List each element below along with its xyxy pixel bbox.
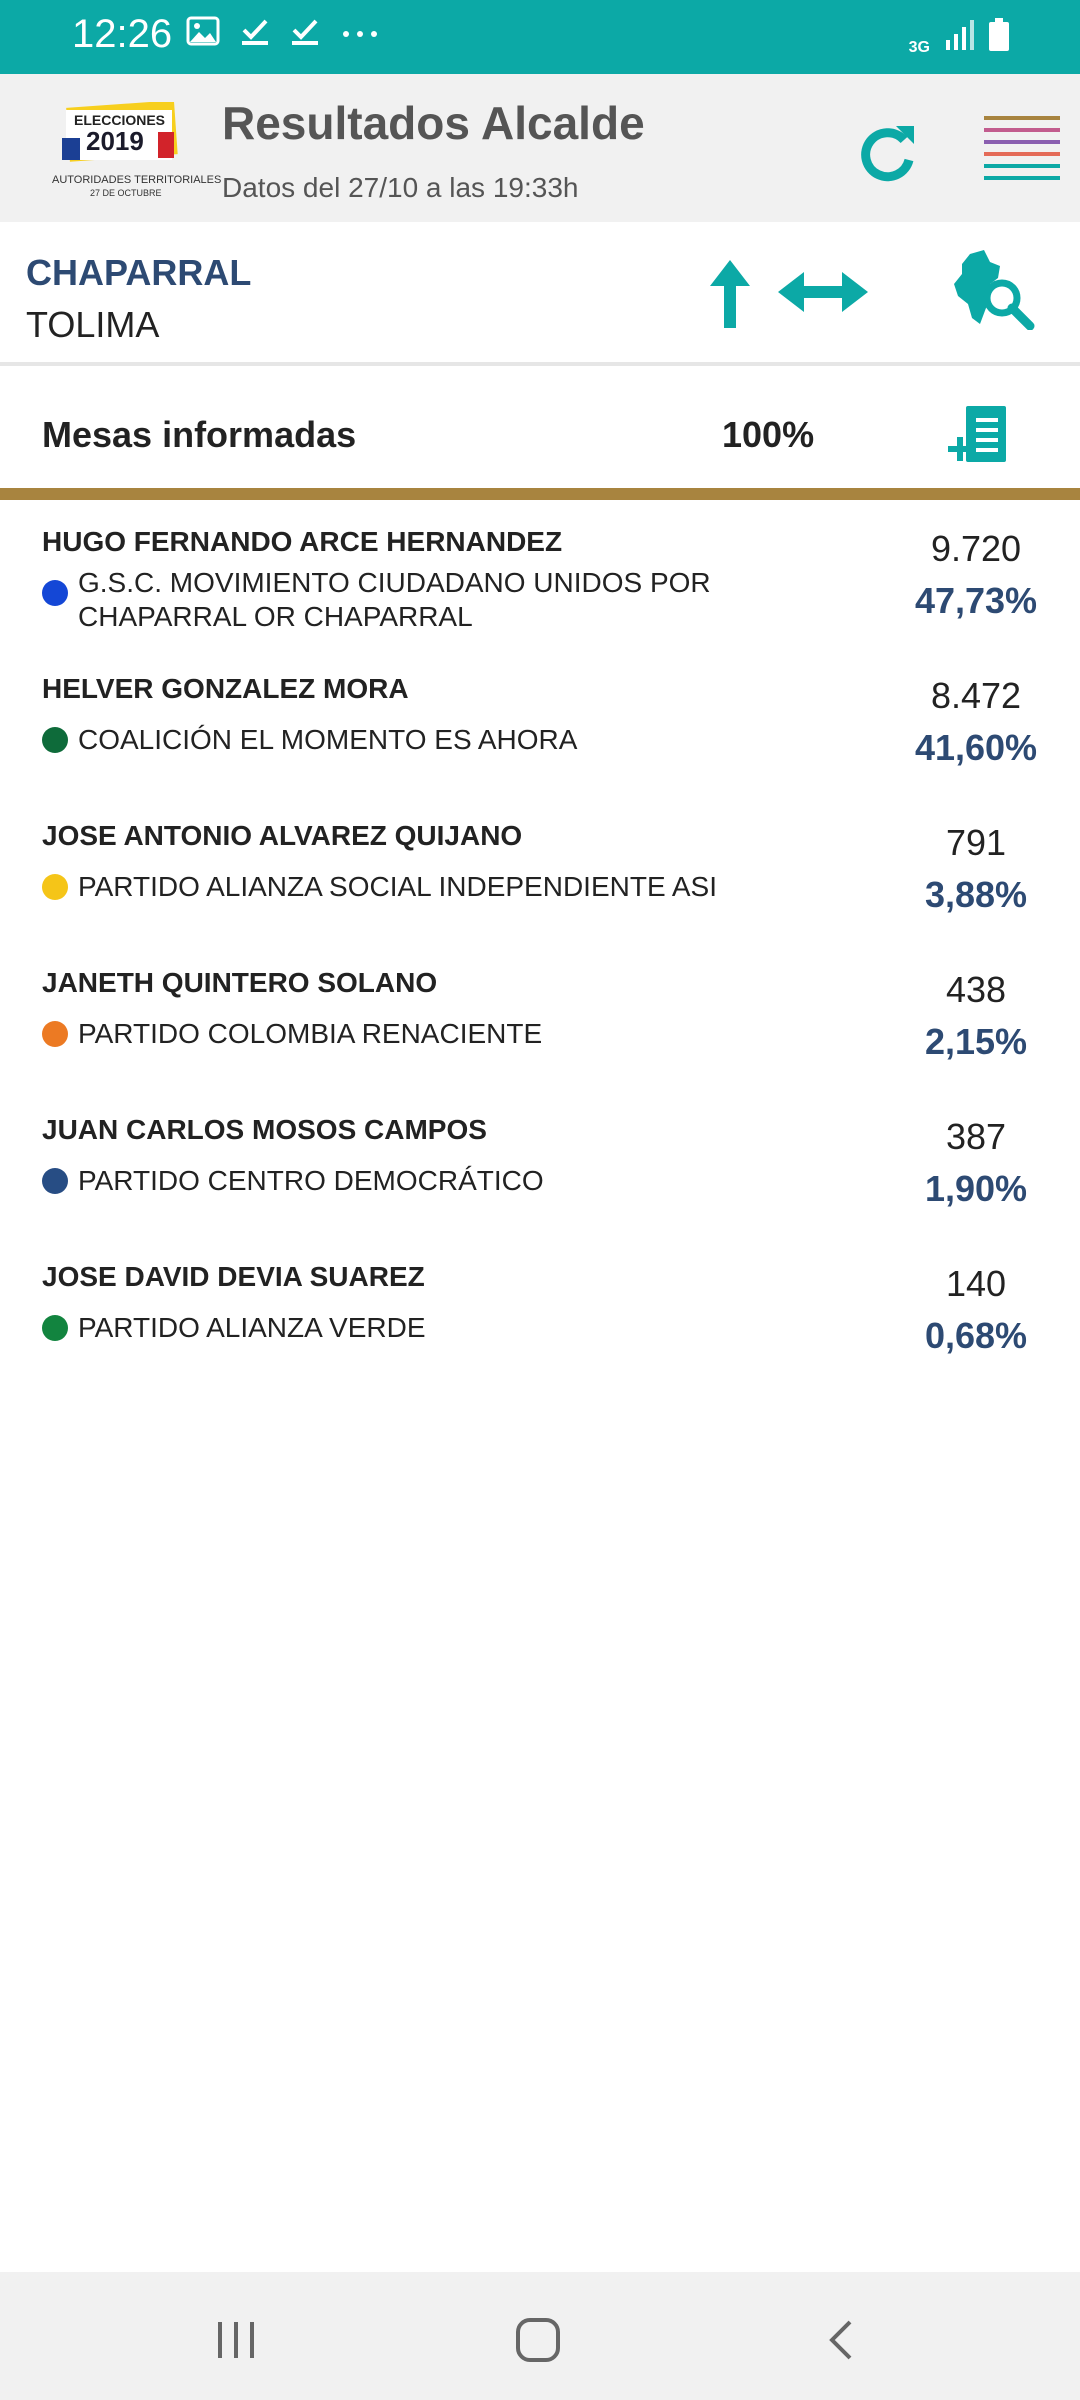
- reported-tables-row: [0, 370, 1080, 488]
- candidate-name: JOSE DAVID DEVIA SUAREZ: [42, 1261, 425, 1292]
- page-title: Resultados Alcalde: [222, 97, 645, 149]
- party-color-dot: [42, 1021, 68, 1047]
- arrow-horizontal-icon[interactable]: [776, 270, 870, 319]
- elecciones-logo: [44, 94, 222, 204]
- party-name: PARTIDO CENTRO DEMOCRÁTICO: [78, 1165, 544, 1196]
- party-name: PARTIDO ALIANZA VERDE: [78, 1312, 426, 1343]
- vote-percent: 1,90%: [924, 1168, 1028, 1209]
- vote-count: 140: [945, 1263, 1007, 1304]
- party-color-dot: [42, 874, 68, 900]
- add-document-icon[interactable]: [948, 404, 1012, 471]
- candidate-row[interactable]: [0, 647, 1080, 794]
- candidate-name: HUGO FERNANDO ARCE HERNANDEZ: [42, 526, 563, 557]
- party-name: G.S.C. MOVIMIENTO CIUDADANO UNIDOS POR CHAPARRAL OR CHAPARRAL: [78, 567, 711, 632]
- app-header: [0, 74, 1080, 222]
- menu-icon[interactable]: [984, 112, 1060, 188]
- party-name: PARTIDO COLOMBIA RENACIENTE: [78, 1018, 543, 1049]
- reported-tables-value: 100%: [722, 414, 815, 455]
- vote-percent: 2,15%: [924, 1021, 1028, 1062]
- party-color-dot: [42, 1315, 68, 1341]
- vote-percent: 3,88%: [924, 874, 1028, 915]
- party-name: COALICIÓN EL MOMENTO ES AHORA: [78, 724, 578, 755]
- logo-text-year: 2019: [86, 126, 144, 156]
- reported-tables-label: Mesas informadas: [42, 414, 357, 455]
- candidate-list: [0, 500, 1080, 1382]
- party-color-dot: [42, 727, 68, 753]
- location-bar: [0, 222, 1080, 366]
- more-icon: [340, 16, 380, 51]
- data-timestamp: Datos del 27/10 a las 19:33h: [222, 172, 579, 203]
- logo-text-autoridades: AUTORIDADES TERRITORIALES: [52, 174, 222, 186]
- network-type: 3G: [908, 39, 930, 56]
- vote-count: 9.720: [930, 528, 1022, 569]
- party-color-dot: [42, 1168, 68, 1194]
- vote-percent: 41,60%: [914, 727, 1038, 768]
- system-nav-bar: [0, 2272, 1080, 2400]
- candidate-name: JUAN CARLOS MOSOS CAMPOS: [42, 1114, 487, 1145]
- party-color-dot: [42, 580, 68, 606]
- candidate-row[interactable]: [0, 941, 1080, 1088]
- logo-text-elecciones: ELECCIONES: [74, 112, 166, 128]
- check-icon: [290, 16, 320, 51]
- candidate-row[interactable]: [0, 1235, 1080, 1382]
- image-icon: [186, 16, 220, 51]
- department-name: TOLIMA: [26, 304, 160, 345]
- party-name: PARTIDO ALIANZA SOCIAL INDEPENDIENTE ASI: [78, 871, 717, 902]
- vote-count: 8.472: [930, 675, 1022, 716]
- home-icon[interactable]: [514, 2316, 562, 2369]
- back-icon[interactable]: [822, 2318, 858, 2367]
- vote-percent: 0,68%: [924, 1315, 1028, 1356]
- recent-apps-icon[interactable]: [214, 2318, 258, 2367]
- vote-count: 791: [945, 822, 1007, 863]
- status-bar: [0, 0, 1080, 74]
- candidate-name: JANETH QUINTERO SOLANO: [42, 967, 438, 998]
- candidate-row[interactable]: [0, 1088, 1080, 1235]
- signal-icon: [944, 18, 974, 57]
- candidate-row[interactable]: [0, 500, 1080, 647]
- arrow-up-icon[interactable]: [706, 258, 754, 335]
- refresh-icon[interactable]: [852, 118, 922, 188]
- battery-icon: [988, 18, 1010, 57]
- vote-percent: 47,73%: [914, 580, 1038, 621]
- vote-count: 387: [945, 1116, 1007, 1157]
- vote-count: 438: [945, 969, 1007, 1010]
- candidate-name: HELVER GONZALEZ MORA: [42, 673, 409, 704]
- check-icon: [240, 16, 270, 51]
- map-search-icon[interactable]: [950, 248, 1036, 335]
- logo-text-date: 27 DE OCTUBRE: [90, 188, 162, 198]
- status-time: 12:26: [72, 12, 173, 56]
- section-divider: [0, 488, 1080, 500]
- candidate-row[interactable]: [0, 794, 1080, 941]
- municipality-name: CHAPARRAL: [26, 252, 252, 293]
- candidate-name: JOSE ANTONIO ALVAREZ QUIJANO: [42, 820, 523, 851]
